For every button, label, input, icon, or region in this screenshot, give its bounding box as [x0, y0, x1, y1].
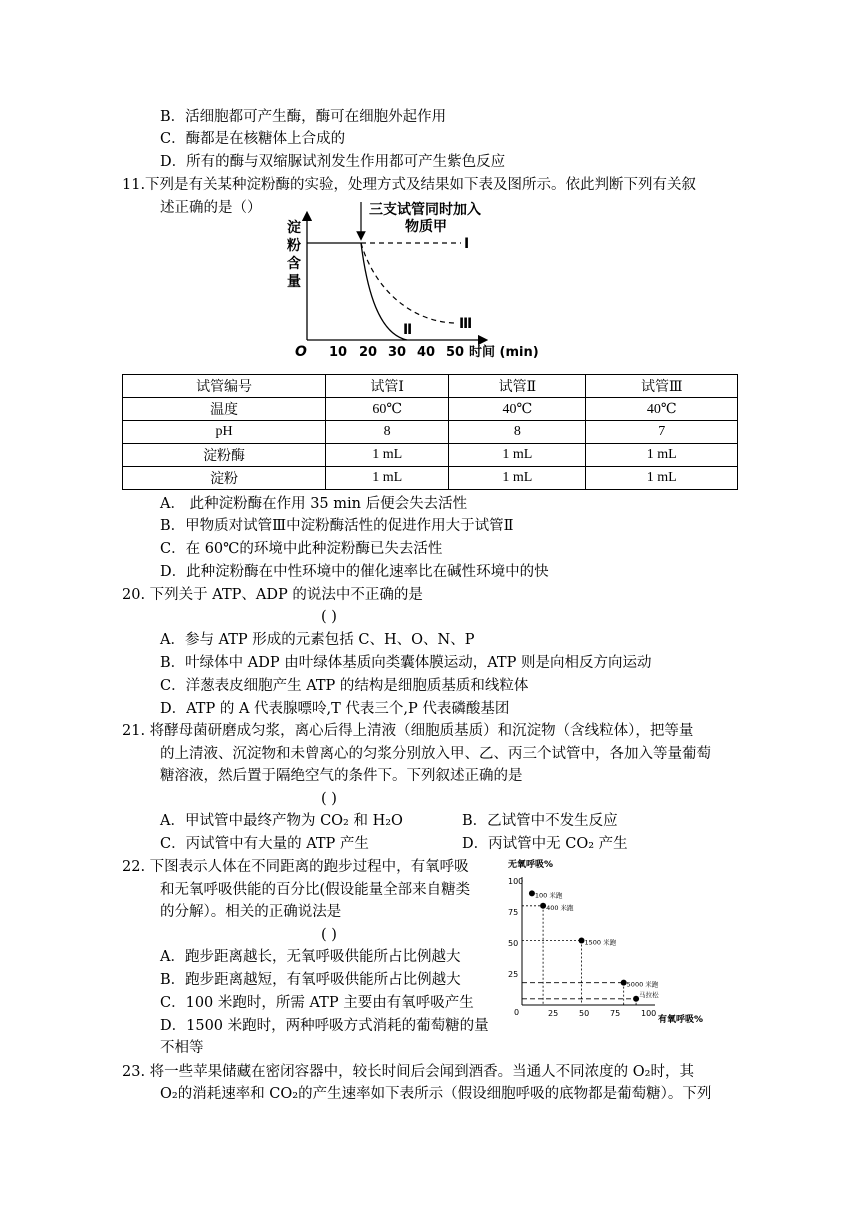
xtick-30: 30 — [388, 345, 407, 360]
q21-option-a: A．甲试管中最终产物为 CO₂ 和 H₂O — [160, 813, 403, 829]
annotation-line1: 三支试管同时加入 — [369, 202, 481, 218]
table-cell: 60℃ — [326, 398, 449, 421]
q11-option-d: D．此种淀粉酶在中性环境中的催化速率比在碱性环境中的快 — [160, 564, 549, 580]
q21-stem: 21. 将酵母菌研磨成匀浆，离心后得上清液（细胞质基质）和沉淀物（含线粒体），把等量 — [122, 723, 694, 739]
point-label: 100 米跑 — [534, 891, 563, 900]
q21-stem-cont: 糖溶液，然后置于隔绝空气的条件下。下列叙述正确的是 — [160, 768, 523, 784]
option-c: C．酶都是在核糖体上合成的 — [160, 131, 346, 147]
q22-stem: 22. 下图表示人体在不同距离的跑步过程中，有氧呼吸 — [122, 859, 469, 875]
table-cell: 1 mL — [449, 444, 586, 467]
curve-II — [361, 243, 407, 340]
q22-stem-cont: 的分解）。相关的正确说法是 — [160, 904, 342, 920]
q21-stem-cont: 的上清液、沉淀物和未曾离心的匀浆分别放入甲、乙、丙三个试管中，各加入等量葡萄 — [160, 746, 711, 762]
q11-stem: 11.下列是有关某种淀粉酶的实验，处理方式及结果如下表及图所示。依此判断下列有关叙 — [122, 177, 697, 193]
table-row — [123, 444, 738, 467]
option-b: B．活细胞都可产生酶，酶可在细胞外起作用 — [160, 109, 447, 125]
q20-option-c: C．洋葱表皮细胞产生 ATP 的结构是细胞质基质和线粒体 — [160, 678, 529, 694]
q11-option-b: B．甲物质对试管Ⅲ中淀粉酶活性的促进作用大于试管Ⅱ — [160, 518, 514, 534]
ylabel-1: 淀 — [287, 220, 301, 236]
ytick-label: 25 — [508, 970, 519, 979]
q22-option-a: A．跑步距离越长，无氧呼吸供能所占比例越大 — [160, 949, 461, 965]
point-label: 1500 米跑 — [584, 938, 617, 947]
xtick-20: 20 — [359, 345, 378, 360]
q20-option-d: D．ATP 的 A 代表腺嘌呤,T 代表三个,P 代表磷酸基团 — [160, 701, 510, 717]
q22-answer-paren: ( ) — [321, 927, 337, 943]
q11-stem-cont: 述正确的是（） — [160, 200, 262, 216]
ylabel-3: 含 — [287, 256, 301, 272]
option-d: D．所有的酶与双缩脲试剂发生作用都可产生紫色反应 — [160, 154, 506, 170]
ylabel-4: 量 — [287, 274, 301, 290]
xtick-40: 40 — [417, 345, 436, 360]
q22-option-d: D．1500 米跑时，两种呼吸方式消耗的葡萄糖的量 — [160, 1018, 489, 1034]
table-cell: 8 — [449, 421, 586, 444]
table-cell: 1 mL — [449, 467, 586, 490]
q11-option-c: C．在 60℃的环境中此种淀粉酶已失去活性 — [160, 541, 443, 557]
point-label: 5000 米跑 — [626, 980, 659, 989]
curve-label-II: Ⅱ — [403, 322, 413, 338]
q22-option-d-cont: 不相等 — [160, 1040, 204, 1056]
table-cell: 1 mL — [326, 467, 449, 490]
header-cell: 试管编号 — [123, 375, 326, 398]
origin-label: O — [295, 344, 307, 360]
q11-enzyme-chart — [283, 196, 553, 366]
header-cell: 试管Ⅰ — [326, 375, 449, 398]
table-cell: 温度 — [123, 398, 326, 421]
q22-option-b: B．跑步距离越短，有氧呼吸供能所占比例越大 — [160, 972, 461, 988]
q21-option-b: B．乙试管中不发生反应 — [462, 813, 618, 829]
q20-option-a: A．参与 ATP 形成的元素包括 C、H、O、N、P — [160, 632, 475, 648]
origin-label: 0 — [514, 1008, 520, 1017]
point-label: 400 米跑 — [546, 903, 574, 912]
table-row — [123, 467, 738, 490]
table-cell: 1 mL — [586, 467, 738, 490]
header-cell: 试管Ⅲ — [586, 375, 738, 398]
curve-label-III: Ⅲ — [459, 316, 473, 332]
ytick-label: 50 — [508, 939, 519, 948]
table-cell: 1 mL — [586, 444, 738, 467]
q23-stem-cont: O₂的消耗速率和 CO₂的产生速率如下表所示（假设细胞呼吸的底物都是葡萄糖）。下列 — [160, 1086, 712, 1102]
q20-stem: 20. 下列关于 ATP、ADP 的说法中不正确的是 — [122, 587, 423, 603]
point-label: 马拉松 — [639, 990, 659, 999]
xtick-50: 50 — [446, 345, 465, 360]
table-cell: 淀粉 — [123, 467, 326, 490]
q20-answer-paren: ( ) — [321, 609, 337, 625]
table-row — [123, 421, 738, 444]
table-cell: 7 — [586, 421, 738, 444]
ytick-label: 75 — [508, 908, 519, 917]
ytick-label: 100 — [508, 877, 524, 886]
xtick-label: 75 — [610, 1009, 621, 1018]
q21-answer-paren: ( ) — [321, 791, 337, 807]
table-cell: 淀粉酶 — [123, 444, 326, 467]
table-cell: 8 — [326, 421, 449, 444]
q22-option-c: C．100 米跑时，所需 ATP 主要由有氧呼吸产生 — [160, 995, 474, 1011]
xlabel: 时间 (min) — [469, 345, 539, 360]
table-header — [123, 375, 738, 398]
ylabel-2: 粉 — [287, 238, 301, 254]
xtick-10: 10 — [329, 345, 348, 360]
q21-option-d: D．丙试管中无 CO₂ 产生 — [462, 836, 628, 852]
q21-option-c: C．丙试管中有大量的 ATP 产生 — [160, 836, 369, 852]
table-cell: 40℃ — [586, 398, 738, 421]
q22-respiration-chart — [500, 855, 715, 1030]
xtick-label: 100 — [641, 1009, 657, 1018]
xtick-label: 50 — [579, 1009, 590, 1018]
curve-label-I: Ⅰ — [464, 236, 470, 252]
table-cell: 1 mL — [326, 444, 449, 467]
table-row — [123, 398, 738, 421]
xlabel: 有氧呼吸% — [658, 1015, 704, 1025]
header-cell: 试管Ⅱ — [449, 375, 586, 398]
q20-option-b: B．叶绿体中 ADP 由叶绿体基质向类囊体膜运动，ATP 则是向相反方向运动 — [160, 655, 652, 671]
q11-table — [122, 374, 738, 490]
xtick-label: 25 — [548, 1009, 559, 1018]
ylabel: 无氧呼吸% — [508, 860, 554, 870]
curve-III — [361, 243, 455, 323]
table-cell: pH — [123, 421, 326, 444]
q11-option-a: A． 此种淀粉酶在作用 35 min 后便会失去活性 — [160, 496, 468, 512]
table-cell: 40℃ — [449, 398, 586, 421]
q22-stem-cont: 和无氧呼吸供能的百分比(假设能量全部来自糖类 — [160, 882, 471, 898]
annotation-line2: 物质甲 — [405, 219, 447, 235]
q23-stem: 23. 将一些苹果储藏在密闭容器中，较长时间后会闻到酒香。当通人不同浓度的 O₂时，其 — [122, 1064, 694, 1080]
